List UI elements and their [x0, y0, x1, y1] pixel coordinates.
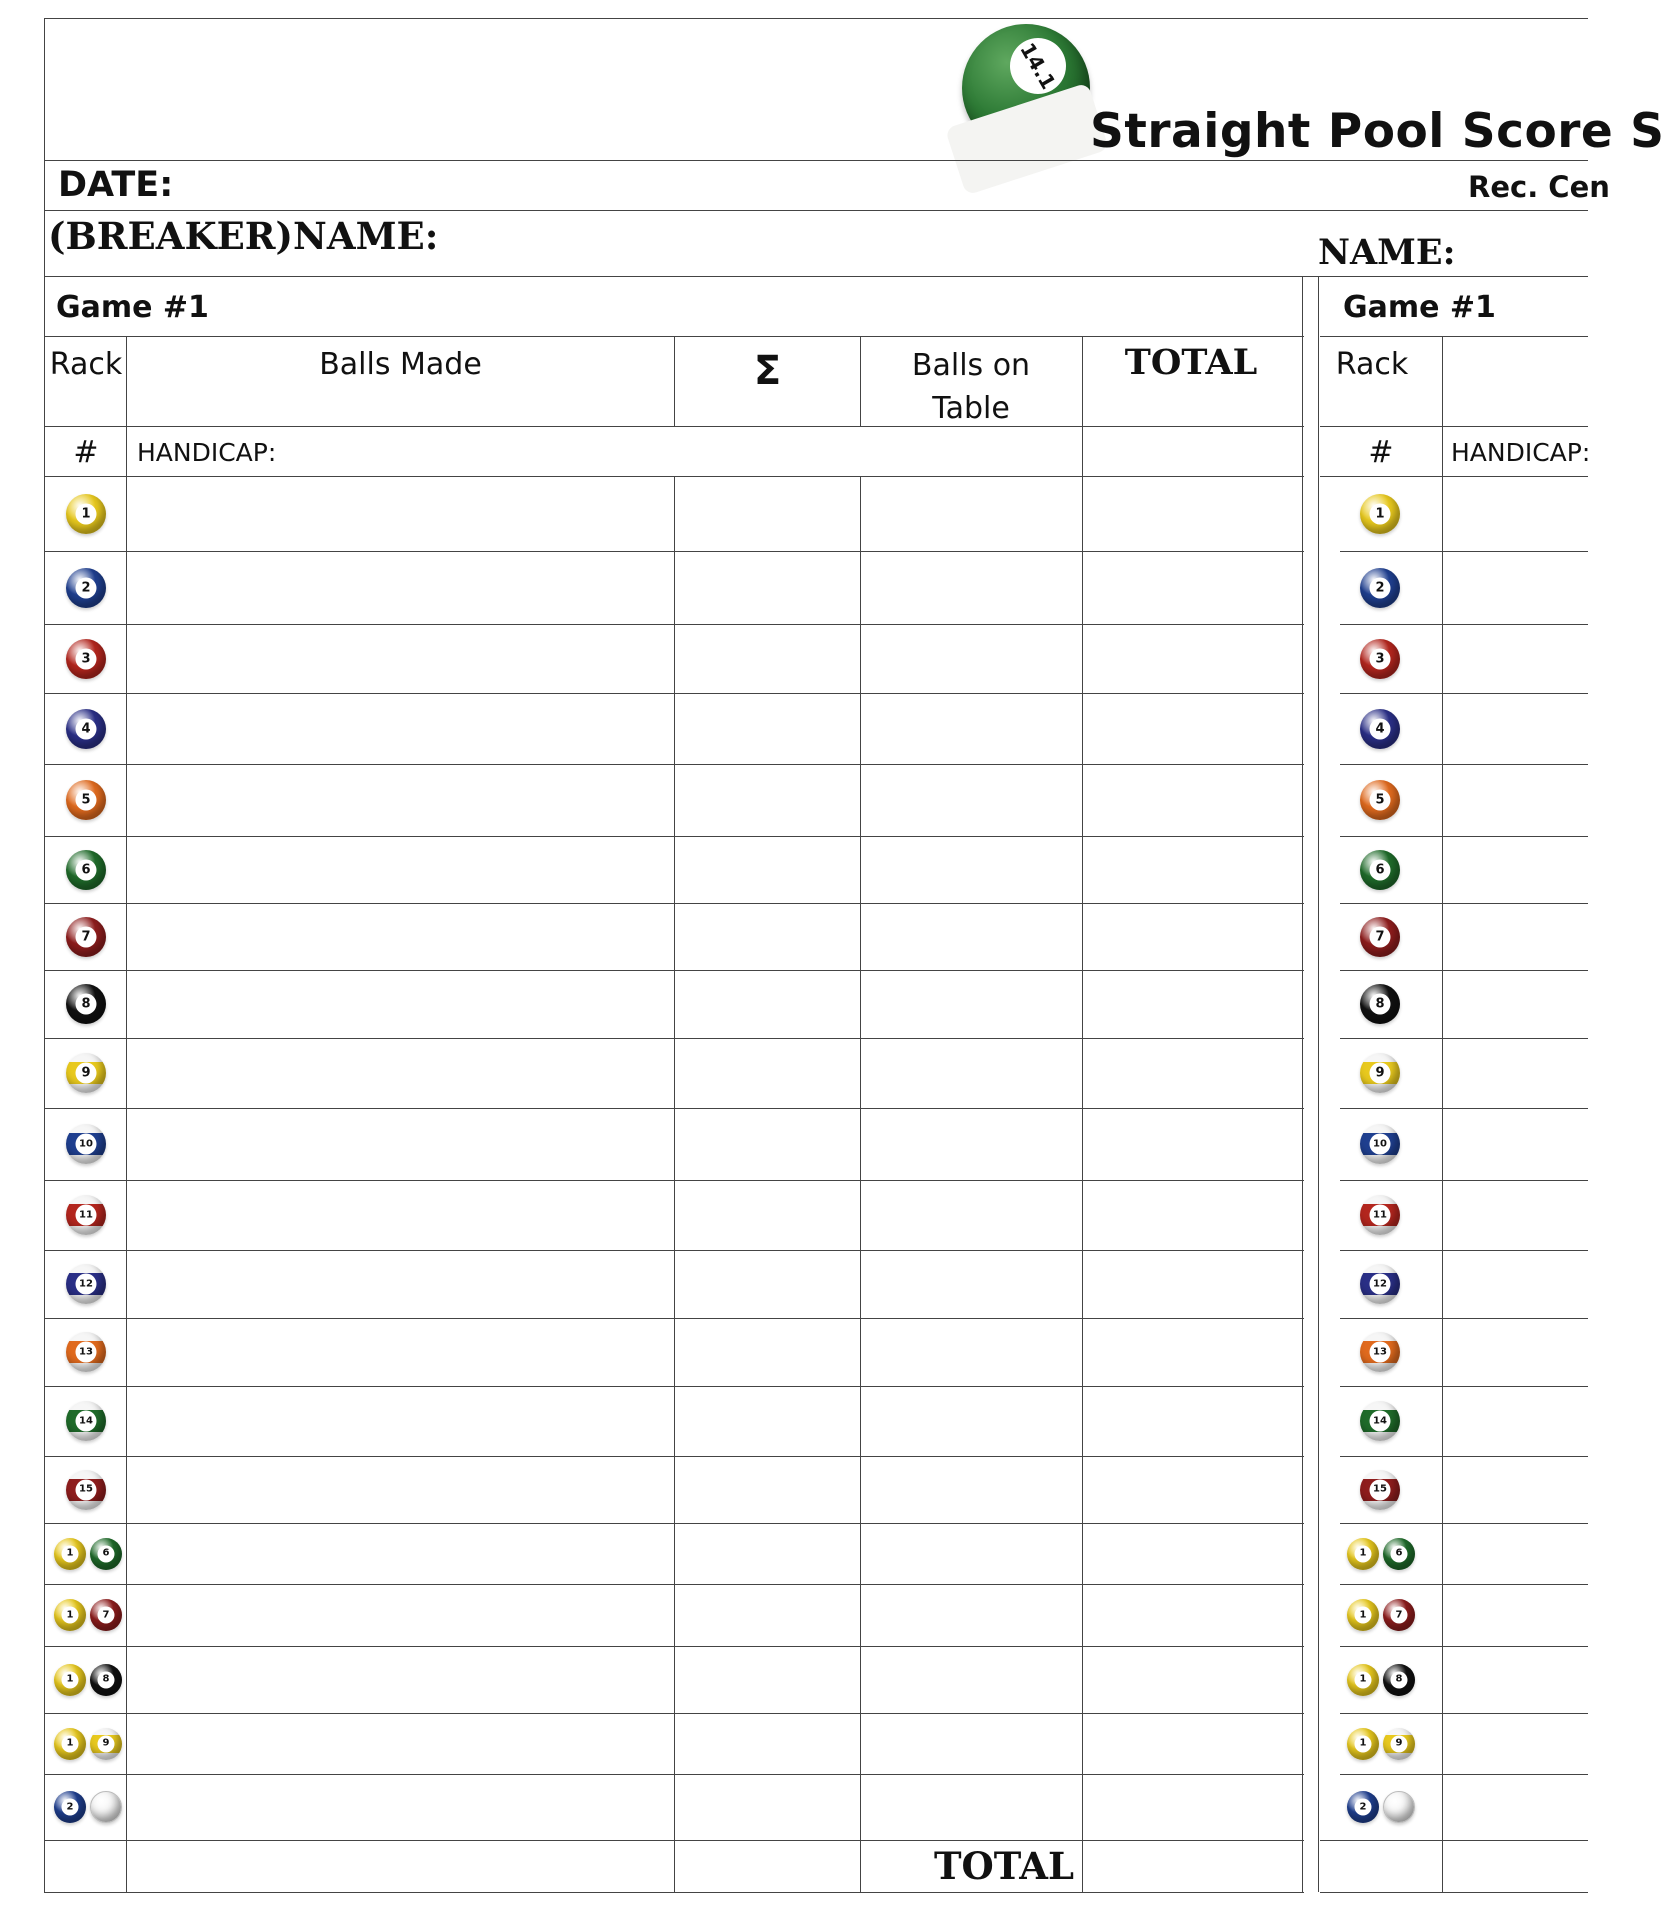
name-divider [44, 276, 1588, 277]
ball-number-disc: 10 [1370, 1134, 1391, 1155]
right-row-line [1340, 836, 1588, 837]
ball-number-disc: 1 [62, 1671, 79, 1688]
rec-center-label: Rec. Cen [1468, 170, 1610, 204]
left-rack-ball-17-b [90, 1599, 122, 1631]
page-title: Straight Pool Score S [1090, 104, 1665, 159]
sigma-header: Σ [753, 348, 782, 394]
left-rack-ball-16-b [90, 1538, 122, 1570]
right-rack-ball-17-b [1383, 1599, 1415, 1631]
ball-number-disc: 13 [1370, 1342, 1391, 1363]
left-rack-ball-20-a [54, 1791, 86, 1823]
ball-number-disc: 6 [98, 1545, 115, 1562]
right-row-line [1340, 1318, 1588, 1319]
right-rack-ball-14 [1360, 1401, 1400, 1441]
ball-number-disc: 8 [1391, 1671, 1408, 1688]
right-rack-col-line [1442, 336, 1443, 1892]
ball-number-disc: 1 [1355, 1607, 1372, 1624]
ball-number-disc: 1 [1355, 1671, 1372, 1688]
ball-number-disc: 6 [76, 859, 97, 880]
ball-number-disc: 11 [76, 1205, 97, 1226]
right-rack-ball-18-b [1383, 1664, 1415, 1696]
right-rack-ball-4 [1360, 709, 1400, 749]
ball-number-disc: 1 [1355, 1545, 1372, 1562]
right-row-line [1340, 1108, 1588, 1109]
left-rack-ball-5 [66, 780, 106, 820]
right-row-line [1340, 1250, 1588, 1251]
right-header-top-line [1320, 336, 1588, 337]
balls-on-table-line2: Table [932, 391, 1010, 426]
ball-number-disc: 8 [98, 1671, 115, 1688]
right-row-line [1340, 970, 1588, 971]
ball-number-disc: 7 [76, 926, 97, 947]
right-row-line [1340, 764, 1588, 765]
ball-number-disc: 8 [76, 994, 97, 1015]
left-rack-ball-11 [66, 1195, 106, 1235]
ball-number-disc: 1 [1370, 503, 1391, 524]
left-rack-ball-12 [66, 1264, 106, 1304]
ball-number-disc: 1 [62, 1607, 79, 1624]
right-handicap-label: HANDICAP: [1451, 438, 1591, 467]
right-rack-ball-6 [1360, 850, 1400, 890]
balls-on-table-header [861, 344, 1081, 430]
ball-number-disc: 8 [1370, 994, 1391, 1015]
right-rack-ball-16-b [1383, 1538, 1415, 1570]
footer-total-label: TOTAL [934, 1844, 1074, 1888]
ball-number-disc: 7 [98, 1607, 115, 1624]
left-rack-ball-14 [66, 1401, 106, 1441]
right-rack-ball-19-a [1347, 1728, 1379, 1760]
right-body-top-line [1320, 476, 1588, 477]
left-bottom-line [44, 1892, 1304, 1893]
left-rack-ball-4 [66, 709, 106, 749]
left-rack-ball-10 [66, 1124, 106, 1164]
right-row-line [1340, 1038, 1588, 1039]
right-rack-ball-3 [1360, 639, 1400, 679]
header-divider [44, 160, 1588, 161]
ball-number-disc: 1 [62, 1545, 79, 1562]
ball-number-disc: 15 [76, 1479, 97, 1500]
balls-on-table-line1: Balls on [911, 348, 1031, 383]
left-subheader-line [44, 426, 1304, 427]
ball-number-disc: 1 [62, 1735, 79, 1752]
right-game-label: Game #1 [1343, 290, 1496, 325]
total-header: TOTAL [1124, 341, 1258, 383]
left-rack-ball-19-a [54, 1728, 86, 1760]
ball-number-disc: 14 [1370, 1411, 1391, 1432]
breaker-name-label: (BREAKER)NAME: [48, 214, 439, 258]
sigma-col-line-body [860, 476, 861, 1892]
right-bottom-line [1320, 1892, 1588, 1893]
right-rack-ball-7 [1360, 917, 1400, 957]
logo-label: 14.1 [1000, 28, 1076, 104]
ball-number-disc: 1 [76, 503, 97, 524]
right-row-line [1340, 551, 1588, 552]
left-rack-ball-7 [66, 917, 106, 957]
left-rack-ball-20-b [90, 1791, 122, 1823]
right-hash-label: # [1368, 434, 1394, 470]
left-rack-ball-18-b [90, 1664, 122, 1696]
right-rack-header: Rack [1335, 346, 1409, 382]
top-border [44, 18, 1588, 19]
right-rack-ball-19-b [1383, 1728, 1415, 1760]
date-divider [44, 210, 1588, 211]
right-rack-ball-8 [1360, 984, 1400, 1024]
ball-number-disc: 4 [76, 718, 97, 739]
right-rack-ball-1 [1360, 494, 1400, 534]
ball-number-disc: 1 [1355, 1735, 1372, 1752]
right-rack-ball-2 [1360, 568, 1400, 608]
ball-number-disc: 9 [1391, 1735, 1408, 1752]
ball-number-disc: 6 [1370, 859, 1391, 880]
pool-ball-logo [962, 24, 1090, 152]
right-row-line [1340, 1646, 1588, 1647]
left-table-right-line [1302, 276, 1303, 1892]
ball-number-disc: 2 [76, 577, 97, 598]
left-border [44, 18, 45, 1892]
right-footer-line [1320, 1840, 1588, 1841]
right-subheader-line [1320, 426, 1588, 427]
left-rack-ball-17-a [54, 1599, 86, 1631]
ball-number-disc: 13 [76, 1342, 97, 1363]
ball-number-disc: 9 [76, 1063, 97, 1084]
ball-number-disc: 10 [76, 1134, 97, 1155]
right-rack-ball-13 [1360, 1332, 1400, 1372]
ball-number-disc: 14 [76, 1411, 97, 1432]
left-rack-ball-18-a [54, 1664, 86, 1696]
left-rack-ball-2 [66, 568, 106, 608]
ball-number-disc: 4 [1370, 718, 1391, 739]
right-rack-ball-20-b [1383, 1791, 1415, 1823]
ball-number-disc: 2 [62, 1799, 79, 1816]
ball-number-disc: 3 [76, 648, 97, 669]
ball-number-disc: 2 [1355, 1799, 1372, 1816]
ball-number-disc: 3 [1370, 648, 1391, 669]
right-rack-ball-17-a [1347, 1599, 1379, 1631]
right-rack-ball-10 [1360, 1124, 1400, 1164]
ball-number-disc: 12 [76, 1274, 97, 1295]
right-row-line [1340, 903, 1588, 904]
right-rack-ball-9 [1360, 1053, 1400, 1093]
right-row-line [1340, 1386, 1588, 1387]
right-row-line [1340, 1584, 1588, 1585]
left-rack-ball-16-a [54, 1538, 86, 1570]
right-row-line [1340, 1713, 1588, 1714]
left-rack-ball-19-b [90, 1728, 122, 1760]
right-row-line [1340, 1456, 1588, 1457]
balls-made-header: Balls Made [319, 346, 482, 382]
left-rack-ball-15 [66, 1470, 106, 1510]
right-rack-ball-12 [1360, 1264, 1400, 1304]
left-handicap-label: HANDICAP: [137, 438, 277, 467]
right-table-left-line [1318, 276, 1319, 1892]
left-rack-ball-3 [66, 639, 106, 679]
right-row-line [1340, 1180, 1588, 1181]
ball-number-disc: 9 [1370, 1063, 1391, 1084]
left-rack-ball-9 [66, 1053, 106, 1093]
left-game-label: Game #1 [56, 290, 209, 325]
logo-ball-band [945, 83, 1109, 196]
right-rack-ball-11 [1360, 1195, 1400, 1235]
right-row-line [1340, 1523, 1588, 1524]
ball-number-disc: 9 [98, 1735, 115, 1752]
right-rack-ball-20-a [1347, 1791, 1379, 1823]
opponent-name-label: NAME: [1318, 232, 1456, 273]
right-row-line [1340, 693, 1588, 694]
ball-number-disc: 5 [1370, 790, 1391, 811]
right-row-line [1340, 1774, 1588, 1775]
right-rack-ball-16-a [1347, 1538, 1379, 1570]
left-rack-ball-6 [66, 850, 106, 890]
left-hash-label: # [73, 434, 99, 470]
left-rack-ball-1 [66, 494, 106, 534]
ball-number-disc: 7 [1370, 926, 1391, 947]
left-rack-header: Rack [49, 346, 123, 382]
balls-table-col-line [1082, 336, 1083, 1892]
ball-number-disc: 5 [76, 790, 97, 811]
right-rack-ball-18-a [1347, 1664, 1379, 1696]
ball-number-disc: 6 [1391, 1545, 1408, 1562]
ball-number-disc: 15 [1370, 1479, 1391, 1500]
ball-number-disc: 2 [1370, 577, 1391, 598]
ball-number-disc: 11 [1370, 1205, 1391, 1226]
ball-number-disc: 12 [1370, 1274, 1391, 1295]
balls-made-col-line-body [674, 476, 675, 1892]
rack-col-line [126, 336, 127, 1892]
left-rack-ball-13 [66, 1332, 106, 1372]
right-rack-ball-5 [1360, 780, 1400, 820]
date-label: DATE: [58, 165, 174, 205]
ball-number-disc: 7 [1391, 1607, 1408, 1624]
right-rack-ball-15 [1360, 1470, 1400, 1510]
right-row-line [1340, 624, 1588, 625]
left-rack-ball-8 [66, 984, 106, 1024]
